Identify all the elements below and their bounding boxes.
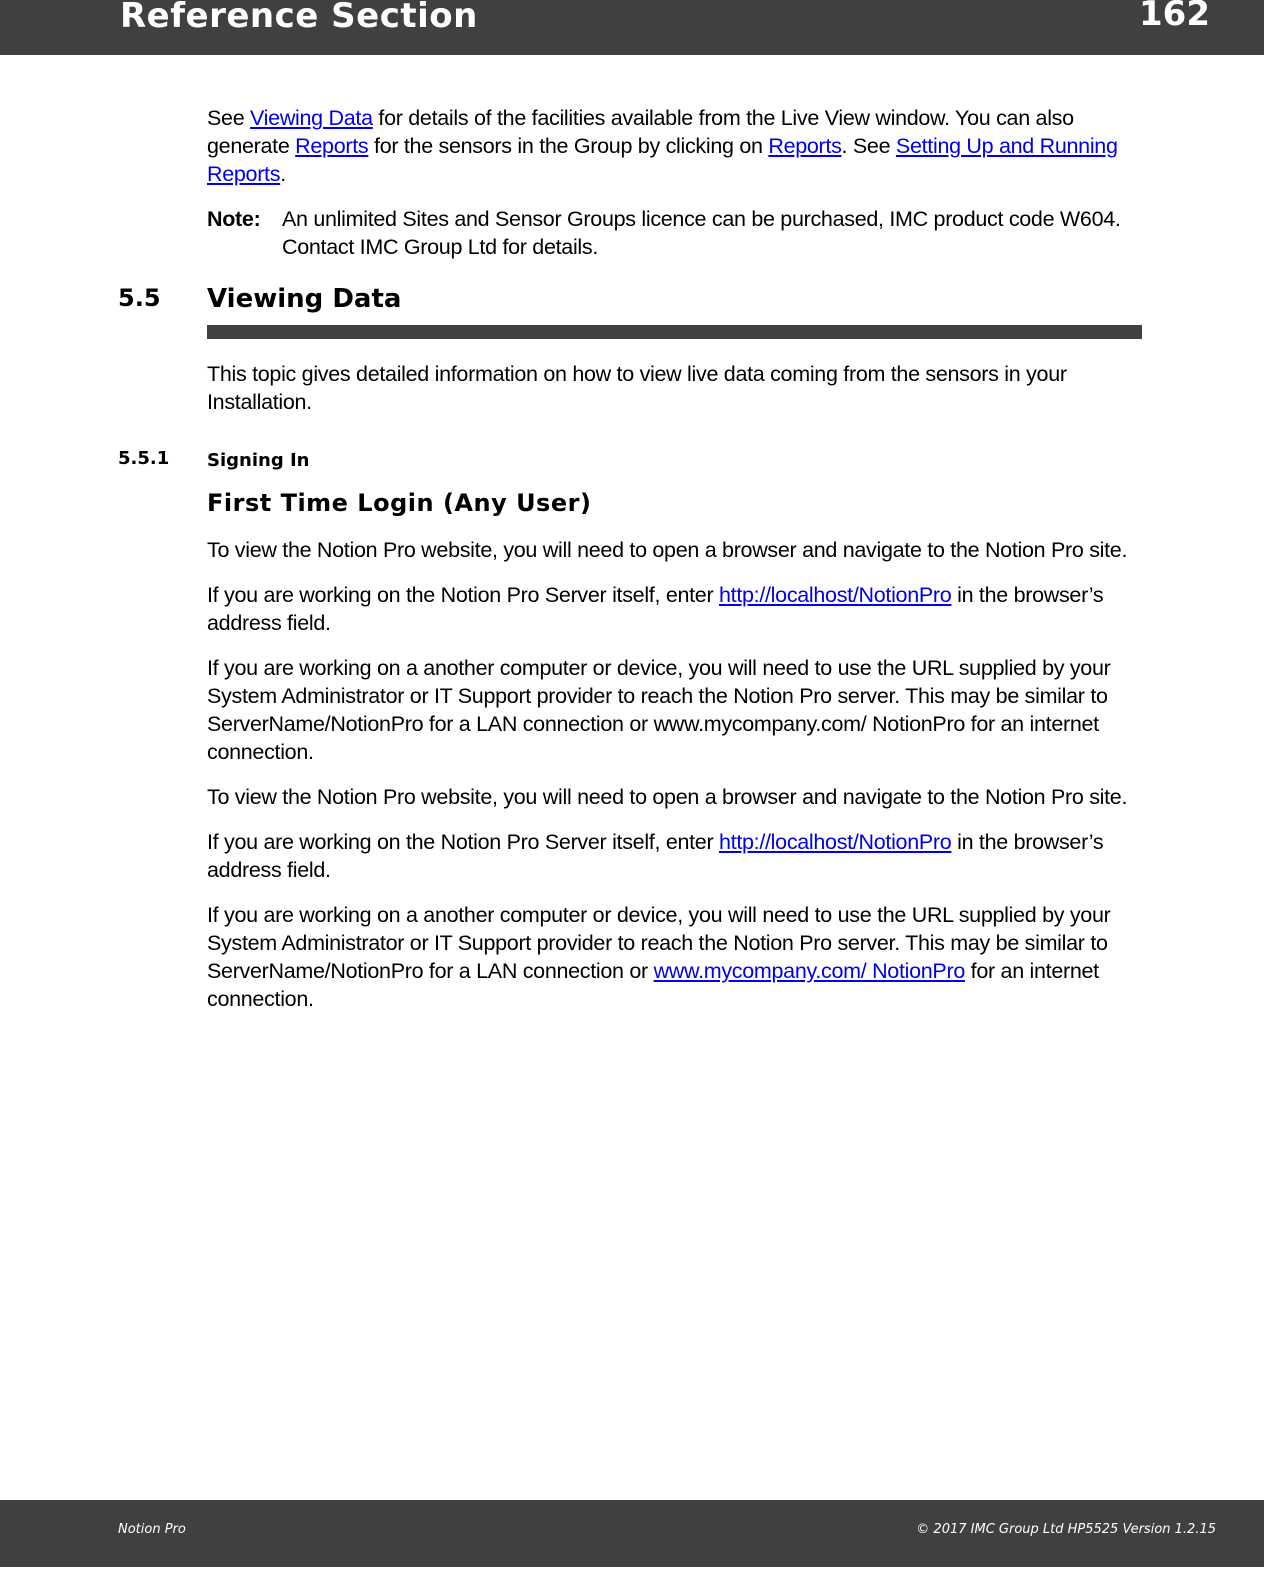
page-header (0, 0, 1264, 55)
login-p4: To view the Notion Pro website, you will need to open a browser and navigate to the Notion Pro site. (207, 785, 1128, 809)
section-number: 5.5 (118, 284, 161, 312)
page-number: 162 (1139, 0, 1210, 34)
note-block (207, 205, 1147, 261)
note-text: An unlimited Sites and Sensor Groups licence can be purchased, IMC product code W604. Contact IMC Group Ltd for details. (282, 207, 1121, 259)
link-localhost-2[interactable]: http://localhost/NotionPro (719, 830, 952, 854)
link-setting-up-reports[interactable]: Setting Up and Running Reports (207, 134, 1118, 186)
header-title: Reference Section (120, 0, 478, 36)
intro-paragraph: See Viewing Data for details of the facilities available from the Live View window. You can also generate Reports for the sensors in the Group by clicking on Reports. See Setting Up and Running Reports. (207, 106, 1118, 186)
link-mycompany[interactable]: www.mycompany.com/ NotionPro (653, 959, 965, 983)
subsection-title: Signing In (207, 450, 310, 471)
footer-product: Notion Pro (118, 1522, 186, 1537)
subsection-number: 5.5.1 (118, 448, 170, 469)
link-reports-2[interactable]: Reports (768, 134, 842, 158)
login-heading: First Time Login (Any User) (207, 489, 592, 517)
section-title: Viewing Data (207, 284, 402, 314)
page-footer (0, 1500, 1264, 1567)
login-p3: If you are working on a another computer or device, you will need to use the URL supplied by your System Administrator or IT Support provider to reach the Notion Pro server. This may be similar to ServerName/NotionPro for a LAN connection or www.mycompany.com/ NotionPro for an internet connection. (207, 656, 1111, 764)
section-intro: This topic gives detailed information on how to view live data coming from the sensors in your Installation. (207, 362, 1067, 414)
login-p1: To view the Notion Pro website, you will need to open a browser and navigate to the Notion Pro site. (207, 538, 1128, 562)
login-p2: If you are working on the Notion Pro Server itself, enter http://localhost/NotionPro in the browser’s address field. (207, 583, 1104, 635)
note-label: Note: (207, 207, 261, 231)
login-p6: If you are working on a another computer or device, you will need to use the URL supplied by your System Administrator or IT Support provider to reach the Notion Pro server. This may be similar to ServerName/NotionPro for a LAN connection or www.mycompany.com/ NotionPro for an internet connection. (207, 903, 1111, 1011)
section-divider (207, 325, 1142, 339)
login-body (207, 536, 1147, 1013)
login-p5: If you are working on the Notion Pro Server itself, enter http://localhost/NotionPro in the browser’s address field. (207, 830, 1104, 882)
link-reports[interactable]: Reports (295, 134, 369, 158)
footer-copyright: © 2017 IMC Group Ltd HP5525 Version 1.2.15 (916, 1522, 1216, 1537)
link-localhost[interactable]: http://localhost/NotionPro (719, 583, 952, 607)
link-viewing-data[interactable]: Viewing Data (250, 106, 373, 130)
